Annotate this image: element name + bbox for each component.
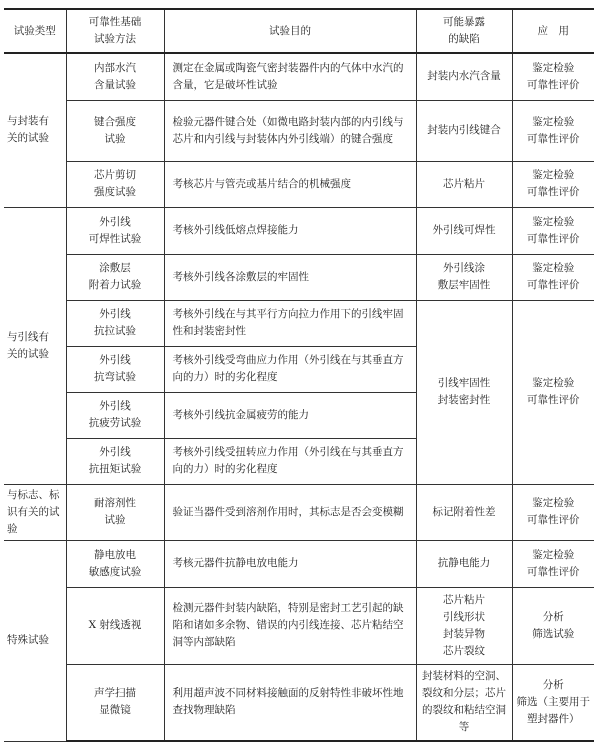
defect-cell: 封装内引线键合 bbox=[416, 100, 512, 161]
purpose-cell: 考核芯片与管壳或基片结合的机械强度 bbox=[164, 161, 416, 207]
method-cell: 外引线 可焊性试验 bbox=[66, 207, 164, 254]
purpose-cell: 考核外引线受弯曲应力作用（外引线在与其垂直方向的力）时的劣化程度 bbox=[164, 346, 416, 392]
table-row bbox=[4, 207, 594, 254]
header-test-purpose: 试验目的 bbox=[164, 9, 416, 53]
reliability-test-table bbox=[4, 8, 594, 742]
purpose-cell: 考核外引线受扭转应力作用（外引线在与其垂直方向的力）时的劣化程度 bbox=[164, 438, 416, 484]
purpose-cell: 考核外引线抗金属疲劳的能力 bbox=[164, 392, 416, 438]
method-cell: 耐溶剂性 试验 bbox=[66, 484, 164, 540]
defect-cell: 外引线涂 敷层牢固性 bbox=[416, 254, 512, 300]
application-cell: 鉴定检验 可靠性评价 bbox=[512, 53, 594, 100]
defect-cell: 抗静电能力 bbox=[416, 540, 512, 587]
category-special: 特殊试验 bbox=[4, 540, 66, 741]
category-package: 与封装有 关的试验 bbox=[4, 53, 66, 207]
defect-cell: 封装内水汽含量 bbox=[416, 53, 512, 100]
method-cell: 外引线 抗扭矩试验 bbox=[66, 438, 164, 484]
method-cell: 涂敷层 附着力试验 bbox=[66, 254, 164, 300]
table-row bbox=[4, 100, 594, 161]
application-cell: 分析 筛选（主要用于塑封器件） bbox=[512, 664, 594, 741]
defect-cell: 封装材料的空洞、裂纹和分层；芯片的裂纹和粘结空洞等 bbox=[416, 664, 512, 741]
table-row bbox=[4, 664, 594, 741]
defect-cell: 标记附着性差 bbox=[416, 484, 512, 540]
application-cell: 鉴定检验 可靠性评价 bbox=[512, 100, 594, 161]
header-defect: 可能暴露 的缺陷 bbox=[416, 9, 512, 53]
table-row bbox=[4, 254, 594, 300]
purpose-cell: 考核外引线在与其平行方向拉力作用下的引线牢固性和封装密封性 bbox=[164, 300, 416, 346]
table-row bbox=[4, 484, 594, 540]
defect-cell: 芯片粘片 引线形状 封装异物 芯片裂纹 bbox=[416, 587, 512, 664]
purpose-cell: 测定在金属或陶瓷气密封装器件内的气体中水汽的含量，它是破坏性试验 bbox=[164, 53, 416, 100]
header-row bbox=[4, 9, 594, 53]
method-cell: 外引线 抗弯试验 bbox=[66, 346, 164, 392]
method-cell: 芯片剪切 强度试验 bbox=[66, 161, 164, 207]
table-row bbox=[4, 540, 594, 587]
defect-cell: 外引线可焊性 bbox=[416, 207, 512, 254]
application-cell: 鉴定检验 可靠性评价 bbox=[512, 254, 594, 300]
category-marking: 与标志、标 识有关的试验 bbox=[4, 484, 66, 540]
purpose-cell: 考核元器件抗静电放电能力 bbox=[164, 540, 416, 587]
table-row bbox=[4, 587, 594, 664]
method-cell: 外引线 抗疲劳试验 bbox=[66, 392, 164, 438]
method-cell: X 射线透视 bbox=[66, 587, 164, 664]
table-row bbox=[4, 300, 594, 346]
application-cell: 鉴定检验 可靠性评价 bbox=[512, 540, 594, 587]
purpose-cell: 检验元器件键合处（如微电路封装内部的内引线与芯片和内引线与封装体内外引线端）的键合强度 bbox=[164, 100, 416, 161]
purpose-cell: 考核外引线低熔点焊接能力 bbox=[164, 207, 416, 254]
defect-cell: 芯片粘片 bbox=[416, 161, 512, 207]
header-application: 应 用 bbox=[512, 9, 594, 53]
merged-application-cell: 鉴定检验 可靠性评价 bbox=[512, 300, 594, 484]
method-cell: 静电放电 敏感度试验 bbox=[66, 540, 164, 587]
method-cell: 键合强度 试验 bbox=[66, 100, 164, 161]
method-cell: 声学扫描 显微镜 bbox=[66, 664, 164, 741]
method-cell: 外引线 抗拉试验 bbox=[66, 300, 164, 346]
application-cell: 鉴定检验 可靠性评价 bbox=[512, 207, 594, 254]
purpose-cell: 利用超声波不同材料接触面的反射特性非破坏性地查找物理缺陷 bbox=[164, 664, 416, 741]
purpose-cell: 检测元器件封装内缺陷，特别是密封工艺引起的缺陷和诸如多余物、错误的内引线连接、芯片粘结空洞等内部缺陷 bbox=[164, 587, 416, 664]
merged-defect-cell: 引线牢固性 封装密封性 bbox=[416, 300, 512, 484]
application-cell: 分析 筛选试验 bbox=[512, 587, 594, 664]
purpose-cell: 考核外引线各涂敷层的牢固性 bbox=[164, 254, 416, 300]
purpose-cell: 验证当器件受到溶剂作用时，其标志是否会变模糊 bbox=[164, 484, 416, 540]
application-cell: 鉴定检验 可靠性评价 bbox=[512, 484, 594, 540]
table-row bbox=[4, 161, 594, 207]
header-test-method: 可靠性基础 试验方法 bbox=[66, 9, 164, 53]
category-leads: 与引线有 关的试验 bbox=[4, 207, 66, 484]
method-cell: 内部水汽 含量试验 bbox=[66, 53, 164, 100]
application-cell: 鉴定检验 可靠性评价 bbox=[512, 161, 594, 207]
table-row bbox=[4, 53, 594, 100]
header-test-type: 试验类型 bbox=[4, 9, 66, 53]
